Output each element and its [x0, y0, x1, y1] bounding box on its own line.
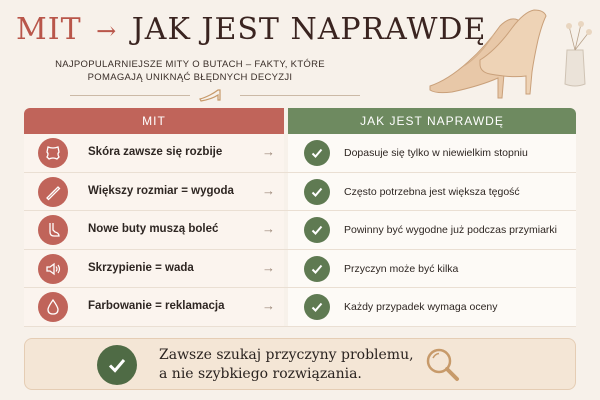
myth-cell: [24, 250, 284, 288]
check-icon: [97, 345, 137, 385]
footer-tip: [24, 338, 576, 390]
fact-text: Dopasuje się tylko w niewielkim stopniu: [344, 147, 528, 159]
check-icon: [304, 179, 330, 205]
fact-cell: [288, 288, 576, 326]
shoes-photo: [420, 0, 555, 110]
footer-text: [159, 346, 419, 384]
check-icon: [304, 256, 330, 282]
check-icon: [304, 294, 330, 320]
column-header-fact: JAK JEST NAPRAWDĘ: [288, 108, 576, 134]
myth-cell: [24, 173, 284, 211]
fact-cell: [288, 134, 576, 172]
divider-right: [240, 95, 360, 96]
arrow-right-icon: →: [262, 144, 275, 159]
subtitle: NAJPOPULARNIEJSZE MITY O BUTACH – FAKTY, KTÓRE POMAGAJĄ UNIKNĄĆ BŁĘDNYCH DECYZJI: [55, 59, 325, 83]
table-row: [24, 211, 576, 250]
fact-text: Powinny być wygodne już podczas przymiarki: [344, 224, 558, 236]
magnifier-icon: [423, 345, 463, 385]
myth-text: Nowe buty muszą boleć: [88, 223, 219, 235]
footer-line-1: Zawsze szukaj przyczyny problemu,: [159, 347, 414, 363]
arrow-right-icon: →: [262, 221, 275, 236]
flower-vase-icon: [555, 20, 595, 90]
myth-cell: [24, 288, 284, 326]
fact-text: Przyczyn może być kilka: [344, 262, 459, 275]
title-myth: MIT: [16, 12, 82, 47]
speaker-icon: [38, 254, 68, 284]
arrow-right-icon: →: [262, 182, 275, 198]
table-row: [24, 288, 576, 327]
arrow-right-icon: →: [262, 298, 275, 313]
foot-icon: [38, 215, 68, 245]
myth-text: Skrzypienie = wada: [88, 261, 194, 274]
divider-left: [70, 95, 190, 96]
table-row: [24, 173, 576, 212]
leather-icon: [38, 138, 68, 168]
myth-cell: [24, 211, 284, 249]
drop-icon: [38, 292, 68, 322]
shoehorn-icon: [38, 177, 68, 207]
myth-cell: [24, 134, 284, 172]
myth-text: Większy rozmiar = wygoda: [88, 184, 234, 197]
fact-cell: [288, 173, 576, 211]
small-shoe-icon: [198, 86, 230, 102]
table-row: [24, 250, 576, 289]
column-header-myth: MIT: [24, 108, 284, 134]
title-truth: JAK JEST NAPRAWDĘ: [131, 12, 487, 47]
check-icon: [304, 217, 330, 243]
fact-text: Każdy przypadek wymaga oceny: [344, 301, 498, 313]
fact-cell: [288, 211, 576, 249]
fact-text: Często potrzebna jest większa tęgość: [344, 185, 520, 198]
myth-fact-table: [24, 134, 576, 327]
check-icon: [304, 140, 330, 166]
fact-cell: [288, 250, 576, 288]
page-title: [16, 12, 486, 47]
arrow-right-icon: →: [262, 259, 275, 275]
table-row: [24, 134, 576, 173]
footer-line-2: a nie szybkiego rozwiązania.: [159, 366, 362, 382]
myth-text: Skóra zawsze się rozbije: [88, 146, 223, 158]
myth-text: Farbowanie = reklamacja: [88, 300, 225, 312]
title-arrow-icon: →: [96, 17, 118, 45]
